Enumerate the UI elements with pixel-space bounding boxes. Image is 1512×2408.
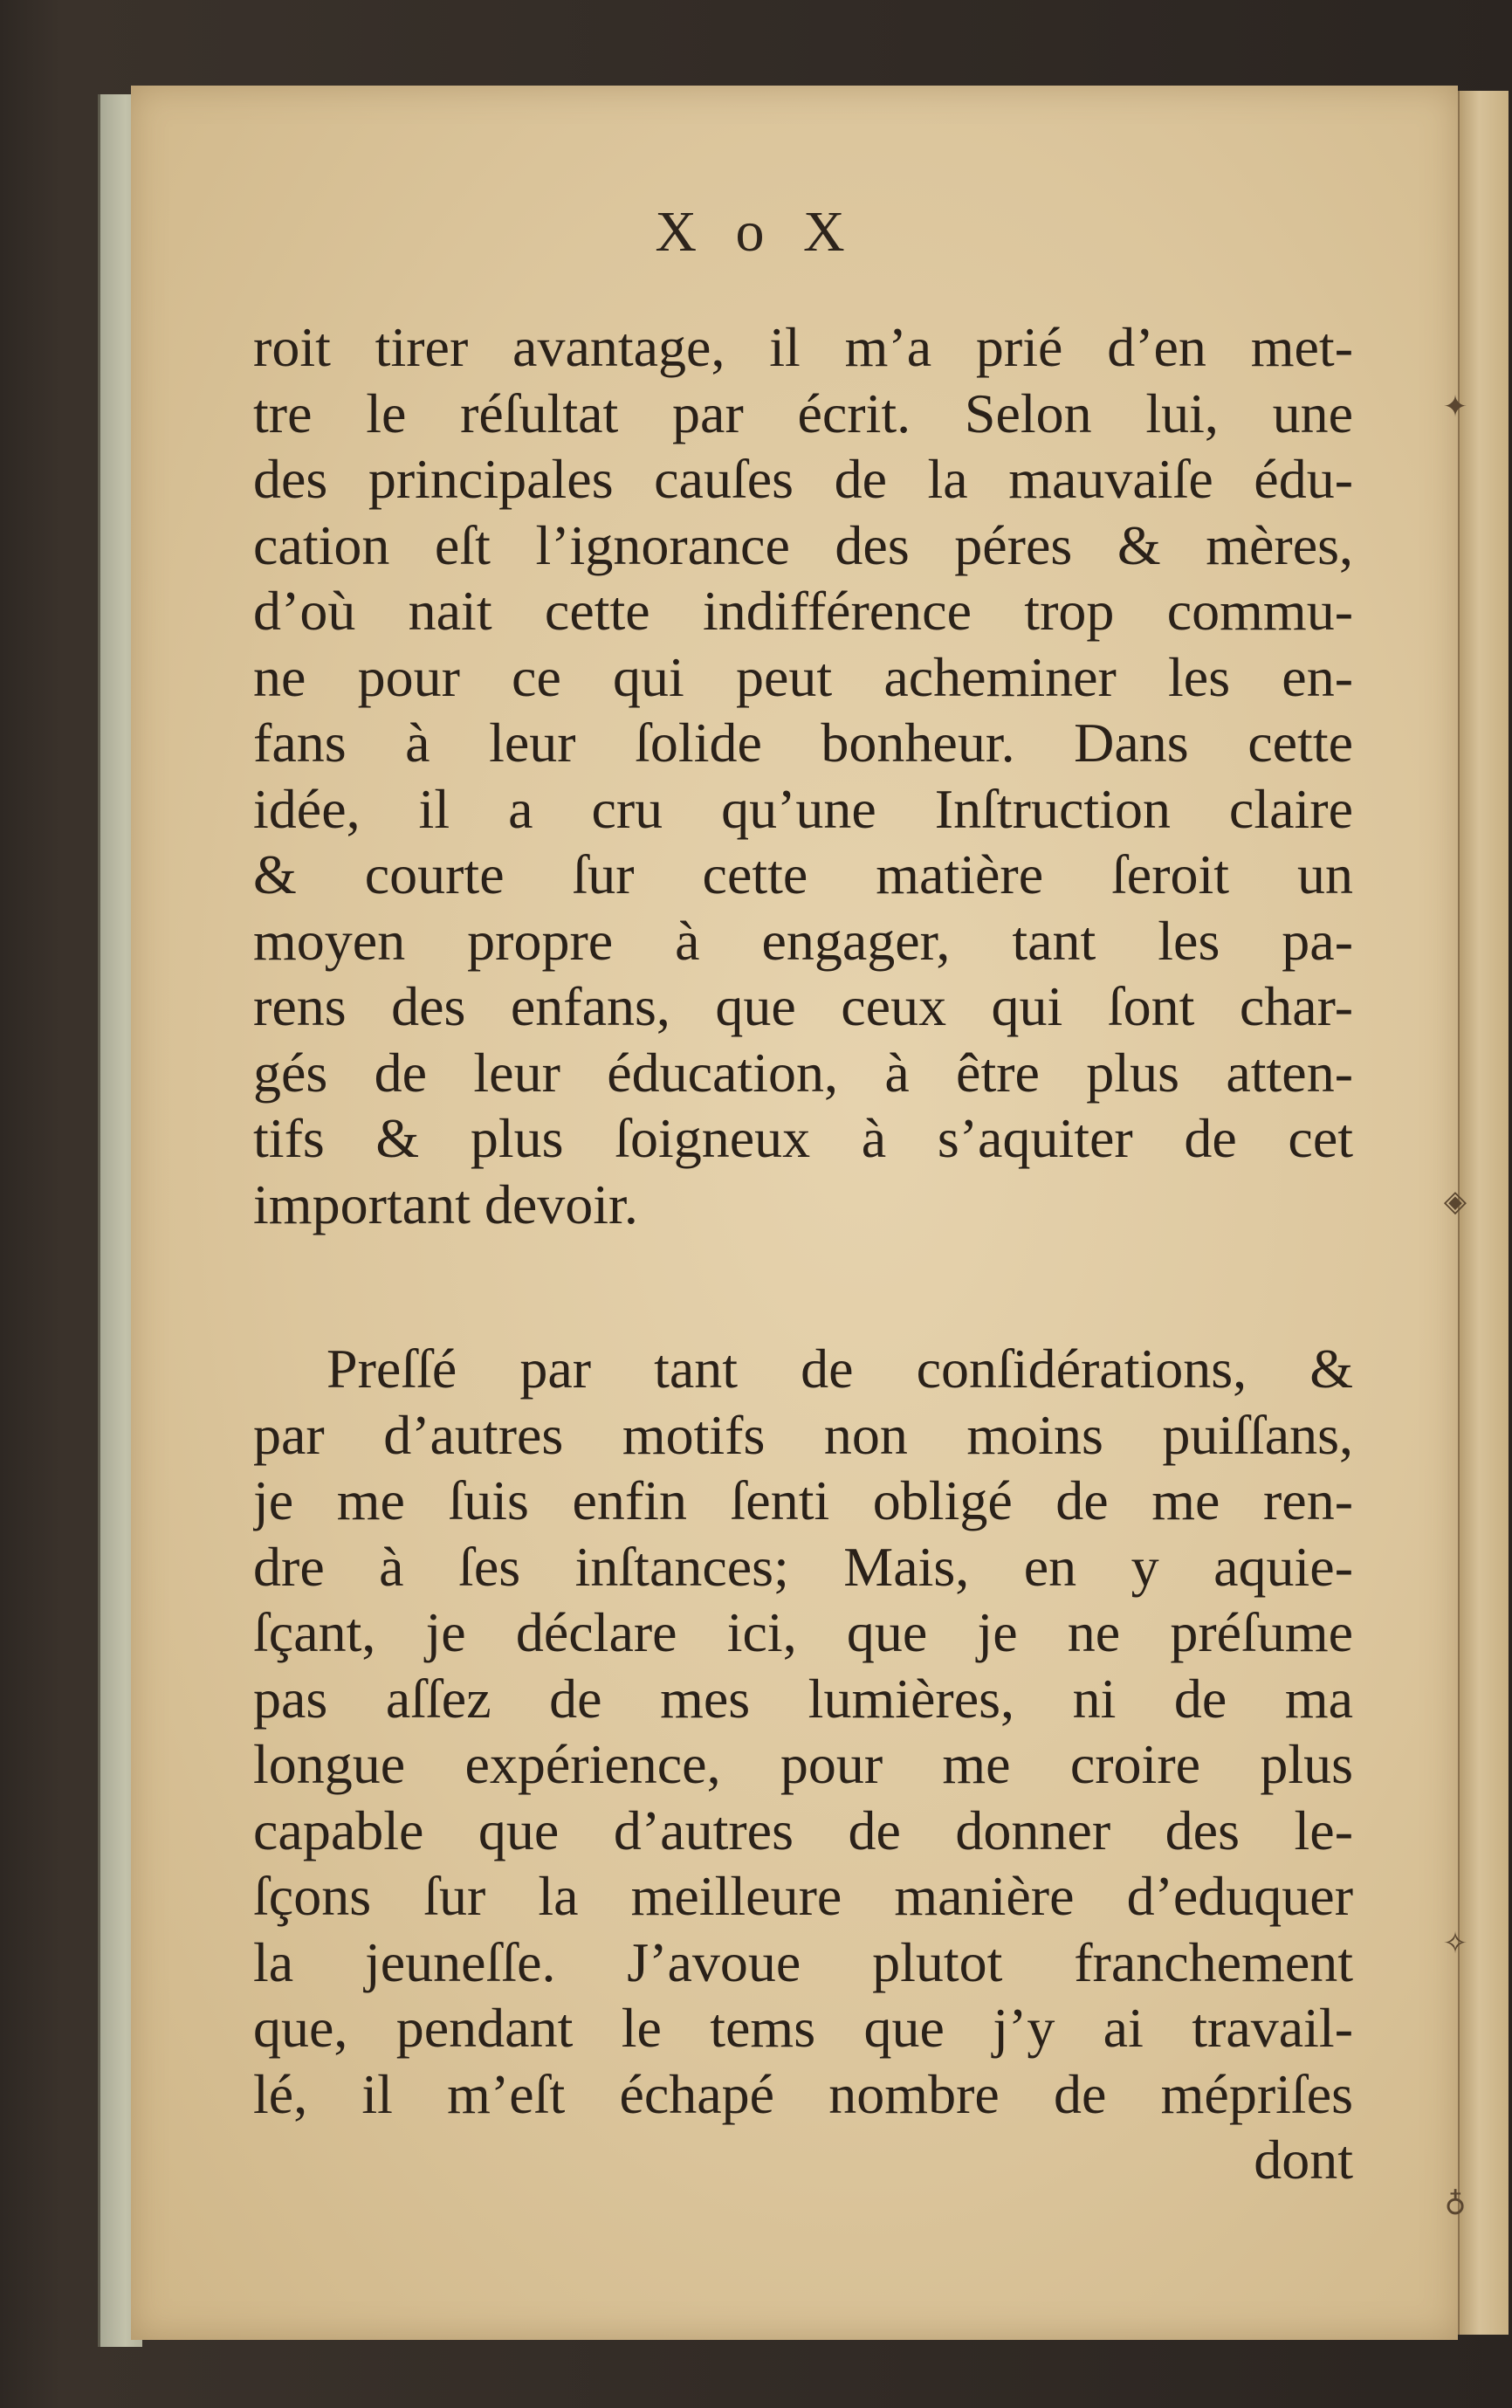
paragraph-2 xyxy=(253,1336,1353,2193)
text-line: tifs & plus ſoigneux à s’aquiter de cet xyxy=(253,1107,1353,1169)
catchword: dont xyxy=(1254,2129,1353,2191)
text-line: ſçons ſur la meilleure manière d’eduquer xyxy=(253,1865,1353,1927)
text-line: ne pour ce qui peut acheminer les en- xyxy=(253,645,1353,708)
text-line: pas aſſez de mes lumières, ni de ma xyxy=(253,1667,1353,1730)
text-line: dre à ſes inſtances; Mais, en y aquie- xyxy=(253,1535,1353,1598)
text-line: moyen propre à engager, tant les pa- xyxy=(253,909,1353,972)
text-line: tre le réſultat par écrit. Selon lui, une xyxy=(253,382,1353,444)
text-line: des principales cauſes de la mauvaiſe édu- xyxy=(253,448,1353,510)
text-line: idée, il a cru qu’une Inſtruction claire xyxy=(253,777,1353,840)
page-head-ornament: X o X xyxy=(655,200,857,264)
text-line: lé, il m’eſt échapé nombre de mépriſes xyxy=(253,2062,1353,2125)
text-line: capable que d’autres de donner des le- xyxy=(253,1799,1353,1861)
text-line: fans à leur ſolide bonheur. Dans cette xyxy=(253,712,1353,774)
text-line: ſçant, je déclare ici, que je ne préſume xyxy=(253,1601,1353,1663)
text-line: Preſſé par tant de conſidérations, & xyxy=(326,1338,1353,1400)
leaf-binding-mark: ✧ xyxy=(1442,1928,1468,1960)
text-line: cation eſt l’ignorance des péres & mères, xyxy=(253,513,1353,576)
text-line: important devoir. xyxy=(253,1173,638,1235)
text-line: d’où nait cette indifférence trop commu- xyxy=(253,580,1353,642)
text-line: longue expérience, pour me croire plus xyxy=(253,1733,1353,1795)
text-line: la jeuneſſe. J’avoue plutot franchement xyxy=(253,1930,1353,1993)
text-line: roit tirer avantage, il m’a prié d’en met- xyxy=(253,316,1353,378)
leaf-binding-mark: ✦ xyxy=(1442,391,1468,423)
text-line: gés de leur éducation, à être plus atten- xyxy=(253,1041,1353,1104)
text-line: rens des enfans, que ceux qui ſont char- xyxy=(253,975,1353,1037)
text-line: par d’autres motifs non moins puiſſans, xyxy=(253,1403,1353,1466)
paragraph-1 xyxy=(253,314,1353,1237)
text-line: je me ſuis enfin ſenti obligé de me ren- xyxy=(253,1469,1353,1531)
text-line: & courte ſur cette matière ſeroit un xyxy=(253,843,1353,905)
leaf-binding-mark: ♁ xyxy=(1444,2185,1467,2218)
text-line: que, pendant le tems que j’y ai travail- xyxy=(253,1997,1353,2059)
leaf-binding-mark: ◈ xyxy=(1443,1186,1467,1218)
